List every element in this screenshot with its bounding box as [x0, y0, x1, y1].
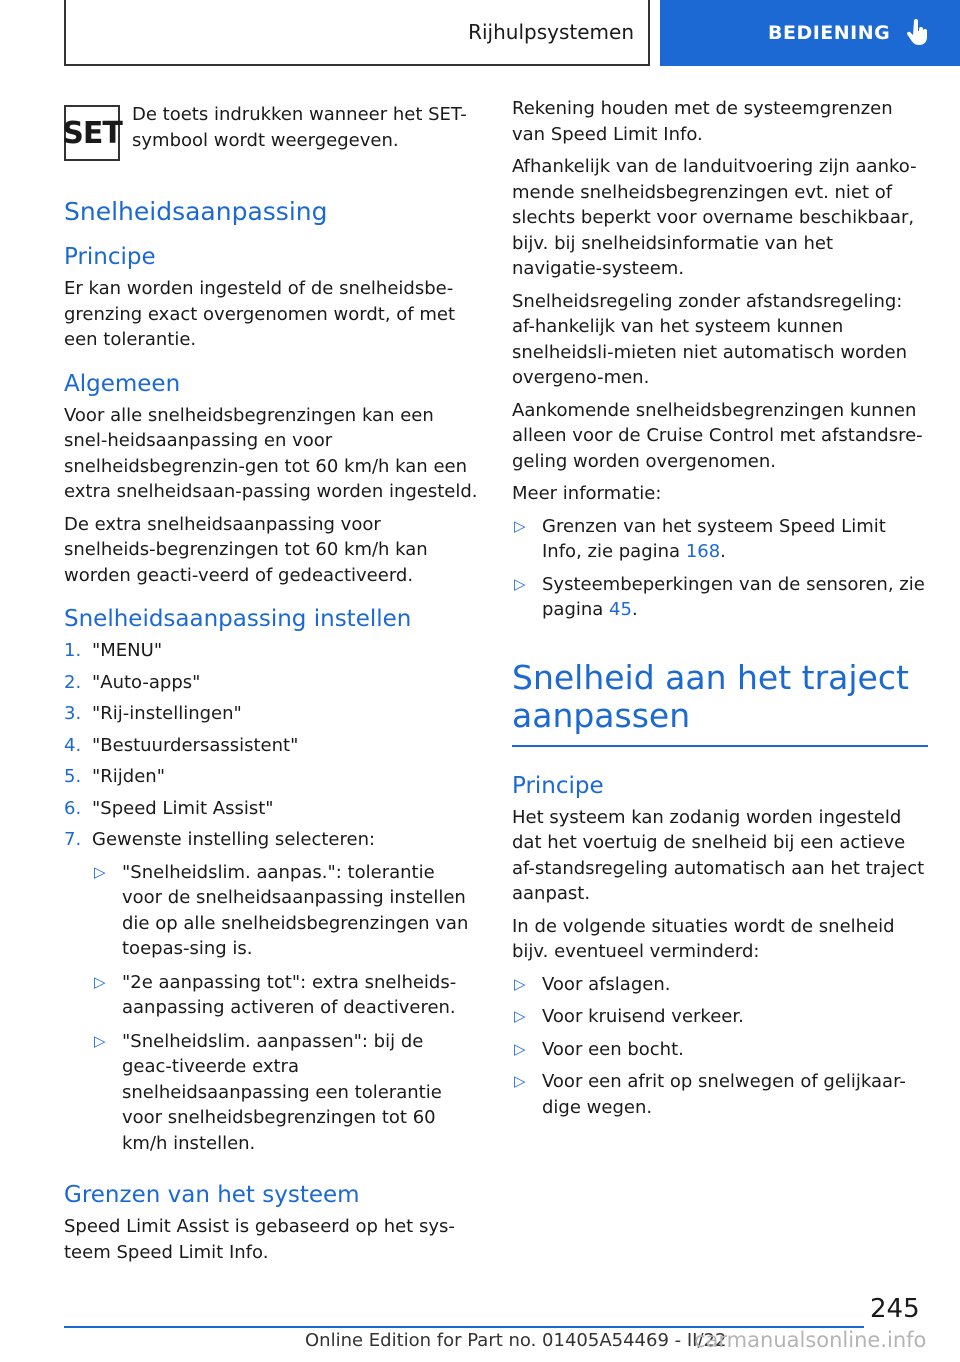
chapter-header-tab: [660, 0, 960, 66]
set-button-text: De toets indrukken wanneer het SET-symbool wordt weergegeven.: [132, 104, 467, 151]
situatie-item: ▷ Voor kruisend verkeer.: [512, 1004, 928, 1030]
step-item: 4. "Bestuurdersassistent": [64, 734, 299, 756]
heading-snelheidsaanpassing: Snelheidsaanpassing: [64, 197, 328, 226]
situaties-intro: In de volgende situaties wordt de snelheid bijv. eventueel verminderd:: [512, 915, 895, 962]
page-link-45[interactable]: 45: [609, 599, 632, 620]
heading-instellen: Snelheidsaanpassing instellen: [64, 606, 412, 632]
principe-2-text: Het systeem kan zodanig worden ingesteld dat het voertuig de snelheid bij een actieve af-standsregeling automatisch aan het traject aanpast.: [512, 806, 925, 904]
situatie-item: ▷ Voor een afrit op snelwegen of gelijkaar-dige wegen.: [512, 1069, 928, 1120]
heading-principe: Principe: [64, 244, 156, 270]
section-header-tab: [64, 0, 650, 66]
more-info-item: ▷ Systeembeperkingen van de sensoren, zie pagina 45.: [512, 572, 928, 623]
situaties-list: [512, 972, 928, 1121]
set-button-icon: SET: [64, 105, 120, 161]
right-paragraph-5: Meer informatie:: [512, 483, 662, 504]
situatie-item: ▷ Voor afslagen.: [512, 972, 928, 998]
right-paragraph-3: Snelheidsregeling zonder afstandsregeling: af-hankelijk van het systeem kunnen snelheidsli-mieten niet automatisch worden overgeno-men.: [512, 290, 908, 388]
watermark: carmanualsonline.info: [694, 1328, 927, 1352]
page-link-168[interactable]: 168: [685, 541, 721, 562]
algemeen-paragraph-1: Voor alle snelheidsbegrenzingen kan een snel-heidsaanpassing en voor snelheidsbegrenzin-gen tot 60 km/h kan een extra snelheidsaan-passing worden ingesteld.: [64, 404, 478, 502]
right-paragraph-2: Afhankelijk van de landuitvoering zijn aanko-mende snelheidsbegrenzingen evt. niet of slechts beperkt voor overname beschikbaar, bijv. bij snelheidsinformatie van het navigatie-systeem.: [512, 156, 917, 279]
triangle-bullet-icon: ▷: [514, 1039, 526, 1058]
right-paragraph-4: Aankomende snelheidsbegrenzingen kunnen alleen voor de Cruise Control met afstandsre-geling worden overgenomen.: [512, 399, 923, 472]
step-item: 1. "MENU": [64, 640, 163, 661]
triangle-bullet-icon: ▷: [514, 516, 526, 535]
right-paragraph-1: Rekening houden met de systeemgrenzen van Speed Limit Info.: [512, 98, 893, 145]
situatie-item: ▷ Voor een bocht.: [512, 1037, 928, 1063]
step-item: 5. "Rijden": [64, 766, 165, 787]
triangle-bullet-icon: ▷: [94, 1031, 106, 1050]
triangle-bullet-icon: ▷: [94, 972, 106, 991]
heading-principe-2: Principe: [512, 772, 604, 799]
heading-grenzen: Grenzen van het systeem: [64, 1182, 360, 1208]
triangle-bullet-icon: ▷: [514, 1072, 526, 1090]
algemeen-paragraph-2: De extra snelheidsaanpassing voor snelheids-begrenzingen tot 60 km/h kan worden geacti-veerd of gedeactiveerd.: [64, 513, 428, 586]
option-item: ▷ "Snelheidslim. aanpassen": bij de geac-tiveerde extra snelheidsaanpassing een tolerantie voor snelheidsbegrenzingen tot 60 km/h instellen.: [92, 1029, 478, 1157]
step-item: 7. Gewenste instelling selecteren: ▷ "Snelheidslim. aanpas.": tolerantie voor de snelheidsaanpassing instellen die op alle snelheidsbegrenzingen van toepas-sing is. ▷ "2e aanpassing tot": extra snelheids-aanpassing activeren of deactiveren. ▷ "Snelheidslim. aanpassen": bij de geac-tiveerde extra snelheidsaanpassing een tolerantie voor snelheidsbegrenzingen tot 60 km/h instellen.: [64, 827, 478, 1164]
left-column: [64, 96, 478, 1272]
option-item: ▷ "Snelheidslim. aanpas.": tolerantie voor de snelheidsaanpassing instellen die op alle snelheidsbegrenzingen van toepas-sing is.: [92, 860, 478, 962]
heading-snelheid-traject: Snelheid aan het traject aanpassen: [512, 659, 928, 747]
triangle-bullet-icon: ▷: [514, 574, 526, 593]
edition-text: Online Edition for Part no. 01405A54469 - II/22: [305, 1330, 727, 1351]
step-item: 2. "Auto-apps": [64, 671, 201, 693]
set-button-note: [64, 96, 478, 161]
step-item: 6. "Speed Limit Assist": [64, 797, 274, 819]
step-item: 3. "Rij-instellingen": [64, 703, 242, 724]
chapter-title: BEDIENING: [768, 22, 891, 44]
option-item: ▷ "2e aanpassing tot": extra snelheids-aanpassing activeren of deactiveren.: [92, 970, 478, 1021]
heading-algemeen: Algemeen: [64, 370, 181, 397]
page-number: 245: [870, 1294, 920, 1324]
principe-text: Er kan worden ingesteld of de snelheidsbe-grenzing exact overgenomen wordt, of met een tolerantie.: [64, 278, 455, 350]
right-column: [512, 96, 928, 1127]
triangle-bullet-icon: ▷: [514, 974, 526, 993]
section-title: Rijhulpsystemen: [468, 20, 634, 44]
triangle-bullet-icon: ▷: [514, 1007, 526, 1025]
grenzen-text: Speed Limit Assist is gebaseerd op het sys-teem Speed Limit Info.: [64, 1216, 455, 1263]
more-info-list: [512, 514, 928, 623]
triangle-bullet-icon: ▷: [94, 862, 106, 881]
step7-options-list: [92, 860, 478, 1157]
more-info-item: ▷ Grenzen van het systeem Speed Limit Info, zie pagina 168.: [512, 514, 928, 565]
hand-pointer-icon: [906, 19, 930, 47]
steps-list: [64, 638, 478, 1164]
